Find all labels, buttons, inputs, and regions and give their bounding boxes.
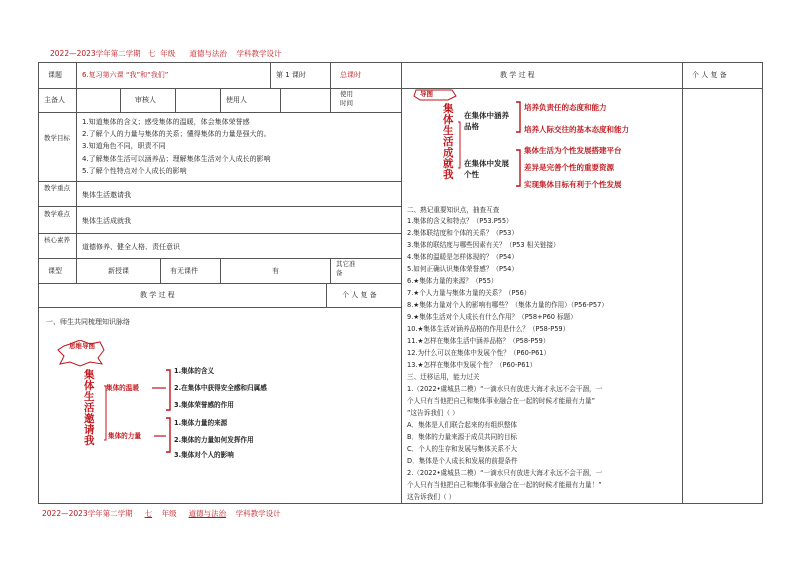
process-title: 教 学 过 程 — [140, 291, 175, 299]
question-item: 1.集体的含义和特点？（P53.P55） — [407, 217, 513, 225]
literacy-label: 核心素养 — [44, 236, 70, 244]
question-item: 11.★怎样在集体生活中涵养品格？（P58-P59） — [407, 337, 550, 345]
branch-item: 培养负责任的态度和能力 — [524, 103, 607, 112]
lesson-type-label: 课型 — [48, 267, 62, 275]
question-item: 9.★集体生活对个人成长有什么作用？（P58+P60 标题） — [407, 313, 577, 321]
question-one-stem: ”这告诉我们（ ） — [407, 409, 459, 417]
key-point-value: 集体生活邀请我 — [82, 191, 131, 199]
section-two-heading: 二、熟记重要知识点，抽查互查 — [407, 206, 500, 214]
question-item: 3.集体的联结度与哪些因素有关？（P53 相关链接） — [407, 241, 560, 249]
mindmap2-badge: 导图 — [420, 90, 433, 98]
key-point-label: 教学重点 — [44, 184, 70, 192]
goal-item: 5.了解个性特点对个人成长的影响 — [82, 167, 187, 175]
goal-item: 3.知道角色不同，职责不同 — [82, 142, 166, 150]
option-c: C．个人的生存和发展与集体关系不大 — [407, 445, 518, 453]
question-one-stem: 个人只有当他把自己和集体事业融合在一起的时候才能最有力量” — [407, 397, 596, 405]
question-item: 2.集体联结度和个体的关系？（P53） — [407, 229, 518, 237]
branch-cultivate-character: 在集体中涵养品格 — [464, 111, 509, 131]
use-time-label: 使用时间 — [340, 90, 353, 107]
topic-value: 6.复习第六课 “我”和“我们” — [82, 71, 169, 79]
branch-item: 实现集体目标有利于个性发展 — [524, 180, 622, 189]
branch-item: 1.集体力量的来源 — [174, 419, 228, 427]
mindmap-root: 集体生活邀请我 — [84, 369, 95, 447]
question-item: 12.为什么可以在集体中发展个性？（P60-P61） — [407, 349, 551, 357]
branch-item: 培养人际交往的基本态度和能力 — [524, 125, 629, 134]
question-item: 10.★集体生活对涵养品格的作用是什么？（P58-P59） — [407, 325, 570, 333]
question-one-stem: 1.（2022•虞城县二模）“一滴水只有放进大海才永远不会干涸，一 — [407, 385, 603, 393]
page-footer: 2022—2023学年第二学期 七 年级 道德与法治 学科教学设计 — [42, 509, 281, 518]
goal-item: 2.了解个人的力量与集体的关系；懂得集体的力量是强大的。 — [82, 130, 271, 138]
mindmap-badge: 思维导图 — [69, 342, 95, 350]
branch-collective-warmth: 集体的温暖 — [106, 384, 139, 392]
question-two-stem: 2.（2022•虞城县二模）“一滴水只有放进大海才永远不会干涸，一 — [407, 469, 603, 477]
branch-item: 2.集体的力量如何发挥作用 — [174, 436, 254, 444]
option-a: A．集体是人们联合起来的有组织整体 — [407, 421, 518, 429]
branch-item: 2.在集体中获得安全感和归属感 — [174, 384, 267, 392]
question-item: 5.如何正确认识集体荣誉感？（P54） — [407, 265, 518, 273]
mindmap2-root: 集体生活成就我 — [443, 103, 454, 181]
goal-item: 4.了解集体生活可以涵养品；理解集体生活对个人成长的影响 — [82, 155, 271, 163]
question-item: 7.★个人力量与集体力量的关系？（P56） — [407, 289, 531, 297]
option-d: D．集体是个人成长和发展的前提条件 — [407, 457, 518, 465]
section-one-heading: 一、师生共同梳理知识脉络 — [46, 318, 130, 326]
difficulty-value: 集体生活成就我 — [82, 217, 131, 225]
branch-item: 1.集体的含义 — [174, 367, 215, 375]
question-two-stem: 这告诉我们（ ） — [407, 493, 456, 501]
courseware-label: 有无课件 — [170, 267, 198, 275]
right-personal-review-title: 个 人 复 备 — [692, 71, 727, 79]
question-two-stem: 个人只有当他把自己和集体事业融合在一起的时候才能最有力量！” — [407, 481, 602, 489]
branch-item: 3.集体对个人的影响 — [174, 451, 234, 459]
question-item: 13.★怎样在集体中发展个性？（P60-P61） — [407, 361, 537, 369]
question-item: 8.★集体力量对个人的影响有哪些？（集体力量的作用）（P56-P57） — [407, 301, 608, 309]
period-label: 第 1 课时 — [276, 71, 306, 79]
right-process-title: 教 学 过 程 — [500, 71, 535, 79]
branch-item: 集体生活为个性发展搭建平台 — [524, 146, 622, 155]
question-item: 4.集体的温暖是怎样体现的？（P54） — [407, 253, 518, 261]
branch-collective-power: 集体的力量 — [108, 432, 141, 440]
literacy-value: 道德修养、健全人格、责任意识 — [82, 243, 180, 251]
other-prep-label: 其它准备 — [336, 260, 356, 277]
branch-item: 差异是完善个性的重要资源 — [524, 163, 614, 172]
personal-review-title: 个 人 复 备 — [342, 291, 377, 299]
goals-label: 教学目标 — [44, 134, 70, 142]
courseware-value: 有 — [272, 267, 279, 275]
difficulty-label: 教学难点 — [44, 210, 70, 218]
user-label: 使用人 — [226, 96, 247, 104]
goal-item: 1.知道集体的含义；感受集体的温暖，体会集体荣誉感 — [82, 118, 250, 126]
page-header: 2022—2023学年第二学期 七 年级 道德与法治 学科教学设计 — [50, 49, 282, 58]
preparer-label: 主备人 — [44, 96, 65, 104]
option-b: B．集体的力量来源于成员共同的目标 — [407, 433, 518, 441]
total-periods-label: 总课时 — [340, 71, 361, 79]
branch-develop-personality: 在集体中发展个性 — [464, 159, 509, 179]
branch-item: 3.集体荣誉感的作用 — [174, 401, 234, 409]
question-item: 6.★集体力量的来源？（P55） — [407, 277, 498, 285]
reviewer-label: 审核人 — [135, 96, 156, 104]
lesson-type-value: 新授课 — [108, 267, 129, 275]
section-three-heading: 三、迁移运用，能力过关 — [407, 373, 480, 381]
topic-label: 课题 — [48, 71, 62, 79]
